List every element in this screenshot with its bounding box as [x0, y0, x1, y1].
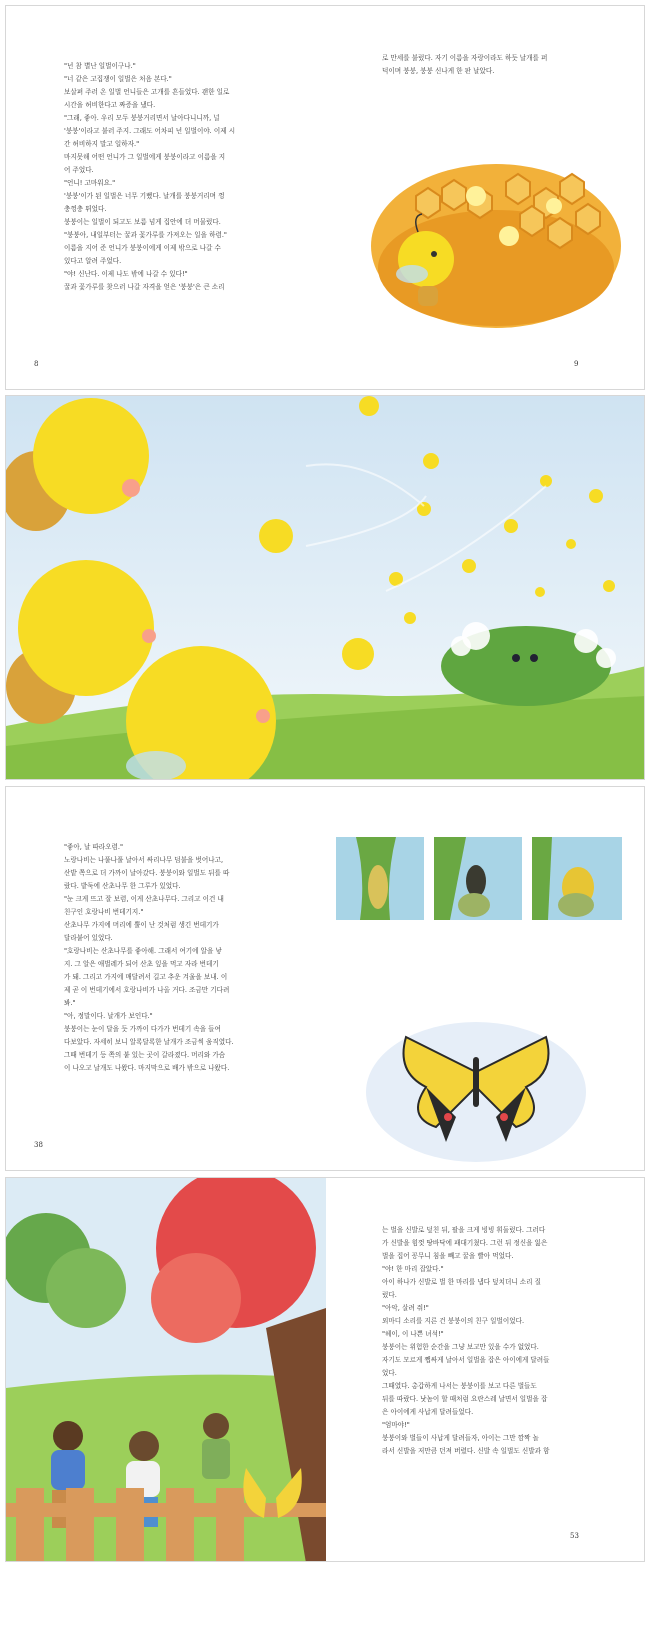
- text-line: 가 돼. 그리고 가지에 매달려서 길고 추운 겨울을 보내. 이: [64, 973, 228, 981]
- text-line: 꿀과 꽃가루를 찾으러 나갈 자격을 얻은 '붕붕'은 큰 소리: [64, 283, 225, 291]
- text-line: '붕붕'이가 된 일벌은 너무 기뻤다. 날개를 붕붕거리며 껑: [64, 192, 225, 200]
- text-line: 아이 하나가 신발로 벌 한 마리를 냅다 덮치더니 소리 질: [382, 1278, 541, 1286]
- page-52-illustration: [6, 1178, 326, 1561]
- page-38: [6, 787, 326, 1170]
- text-line: 다보았다. 자세히 보니 알록달록한 날개가 조금씩 움직였다.: [64, 1038, 234, 1046]
- text-line: 렀다.: [382, 1291, 397, 1299]
- text-line: 는 벌을 신발로 덮친 뒤, 팔을 크게 빙빙 휘둘렀다. 그러다: [382, 1226, 546, 1234]
- text-line: 달라붙어 있었다.: [64, 934, 113, 942]
- text-line: 제 곧 이 번데기에서 호랑나비가 나올 거다. 조금만 기다려: [64, 986, 230, 994]
- child-right: [202, 1413, 230, 1479]
- text-line: 붕붕이는 위험한 순간을 그냥 보고만 있을 수가 없었다.: [382, 1343, 539, 1351]
- bees-flying-illustration: [6, 396, 645, 780]
- text-line: "붕붕아, 내일부터는 꿀과 꽃가루를 가져오는 일을 하렴.": [64, 231, 227, 239]
- text-line: 보살펴 주러 온 일벌 언니들은 고개를 흔들었다. 괜한 일로: [64, 88, 230, 96]
- text-line: 로 만세를 불렀다. 자기 이름을 자랑이라도 하듯 날개를 퍼: [382, 54, 548, 62]
- book-spread-3: [5, 786, 645, 1171]
- panel-3: [532, 837, 622, 920]
- text-line: 벌을 집어 꽁무니 침을 빼고 꿀을 빨아 먹었다.: [382, 1252, 514, 1260]
- text-line: 충껑충 뛰었다.: [64, 205, 107, 213]
- text-line: 마지못해 어떤 언니가 그 일벌에게 붕붕이라고 이름을 지: [64, 153, 226, 161]
- text-line: 외마디 소리를 지른 건 붕붕이의 친구 일벌이었다.: [382, 1317, 525, 1325]
- text-line: '붕붕'이라고 불러 주지. 그래도 어차피 넌 일벌이야. 이제 시: [64, 127, 236, 135]
- text-line: 랐다. 밭둑에 산초나무 한 그루가 있었다.: [64, 882, 181, 890]
- text-line: 뒤를 따랐다. 낫놈이 할 때처럼 요란스레 날면서 일벌을 잡: [382, 1395, 548, 1403]
- text-line: 었다.: [382, 1369, 397, 1377]
- text-line: 이름을 지어 준 언니가 붕붕이에게 이제 밖으로 나갈 수: [64, 244, 221, 252]
- text-line: 지. 그 알은 애벌레가 되어 산초 잎을 먹고 자라 번데기: [64, 960, 219, 968]
- text-line: 어 주었다.: [64, 166, 94, 174]
- text-line: 시간을 허비한다고 짜증을 냈다.: [64, 101, 156, 109]
- page-39-illustration: [326, 787, 645, 1170]
- text-line: "아, 정말이다. 날개가 보인다.": [64, 1012, 153, 1020]
- text-line: 간 허비하지 말고 일하자.": [64, 140, 140, 148]
- text-line: "야! 한 마리 잡았다.": [382, 1265, 444, 1273]
- text-line: "좋아, 날 따라오렴.": [64, 843, 124, 851]
- text-line: "야! 신난다. 이제 나도 밖에 나갈 수 있다!": [64, 270, 188, 278]
- text-line: 라서 신발을 저만큼 던져 버렸다. 신발 속 일벌도 신발과 함: [382, 1447, 550, 1455]
- beehive-illustration: [326, 6, 645, 389]
- text-line: 붕붕이와 벌들이 사납게 달려들자, 아이는 그만 깜짝 놀: [382, 1434, 539, 1442]
- book-spread-4: [5, 1177, 645, 1562]
- panel-2: [434, 837, 522, 920]
- text-line: 자기도 모르게 쨉싸게 날아서 일벌을 잡은 아이에게 달려들: [382, 1356, 550, 1364]
- text-line: 그때였다. 총갑하게 나서는 붕붕이를 보고 다른 벌들도: [382, 1382, 537, 1390]
- text-line: "넌 참 별난 일벌이구나.": [64, 62, 136, 70]
- page-number: 9: [574, 360, 579, 368]
- text-line: "너 같은 고집쟁이 일벌은 처음 본다.": [64, 75, 172, 83]
- text-line: "언니! 고마워요.": [64, 179, 116, 187]
- text-line: "아악, 살려 줘!": [382, 1304, 429, 1312]
- text-line: 있다고 알려 주었다.: [64, 257, 122, 265]
- panel-1: [336, 837, 424, 920]
- page-8-text: [64, 60, 235, 294]
- text-line: 산밭 쪽으로 더 가까이 날아갔다. 붕붕이와 일벌도 뒤를 따: [64, 869, 230, 877]
- text-line: "호랑나비는 산초나무를 좋아해. 그래서 여기에 알을 낳: [64, 947, 222, 955]
- text-line: 그때 번데기 등 쪽의 붙 있는 곳이 갈라졌다. 머리와 가슴: [64, 1051, 226, 1059]
- text-line: 붕붕이는 일벌이 되고도 보름 넘게 집안에 더 머물렀다.: [64, 218, 221, 226]
- text-line: 덕이며 붕붕, 붕붕 신나게 한 판 날았다.: [382, 67, 495, 75]
- page-number: 38: [34, 1141, 43, 1149]
- text-line: 노랑나비는 나풀나풀 날아서 싸리나무 덤불을 벗어나고,: [64, 856, 224, 864]
- text-line: "그래, 좋아. 우리 모두 붕붕거리면서 날아다니니까, 널: [64, 114, 220, 122]
- text-line: 산초나무 가지에 머리에 뿔이 난 것처럼 생긴 번데기가: [64, 921, 219, 929]
- butterfly-emergence-illustration: [326, 787, 645, 1170]
- page-38-text: [64, 841, 234, 1075]
- page-53: [326, 1178, 645, 1561]
- text-line: 봐.": [64, 999, 76, 1007]
- page-8: [6, 6, 326, 389]
- book-spread-2-illustration: [5, 395, 645, 780]
- text-line: 이 나오고 날개도 나왔다. 마지막으로 배가 밖으로 나왔다.: [64, 1064, 230, 1072]
- text-line: "눈 크게 뜨고 잘 보렴, 이게 산초나무다. 그리고 이건 내: [64, 895, 224, 903]
- page-53-text: [382, 1224, 550, 1458]
- text-line: 붕붕이는 눈이 달을 듯 가까이 다가가 번데기 속을 들여: [64, 1025, 221, 1033]
- book-spread-1: [5, 5, 645, 390]
- page-9: [326, 6, 645, 389]
- page-number: 8: [34, 360, 39, 368]
- children-catching-bees-illustration: [6, 1178, 326, 1561]
- text-line: 친구인 호랑나비 번데기지.": [64, 908, 144, 916]
- text-line: "헤이, 이 나쁜 녀석!": [382, 1330, 444, 1338]
- text-line: 은 아이에게 사납게 달려들었다.: [382, 1408, 474, 1416]
- text-line: 가 신발을 힘껏 땅바닥에 패대기쳤다. 그런 뒤 정신을 잃은: [382, 1239, 548, 1247]
- text-line: "엄마야!": [382, 1421, 410, 1429]
- page-number: 53: [570, 1532, 579, 1540]
